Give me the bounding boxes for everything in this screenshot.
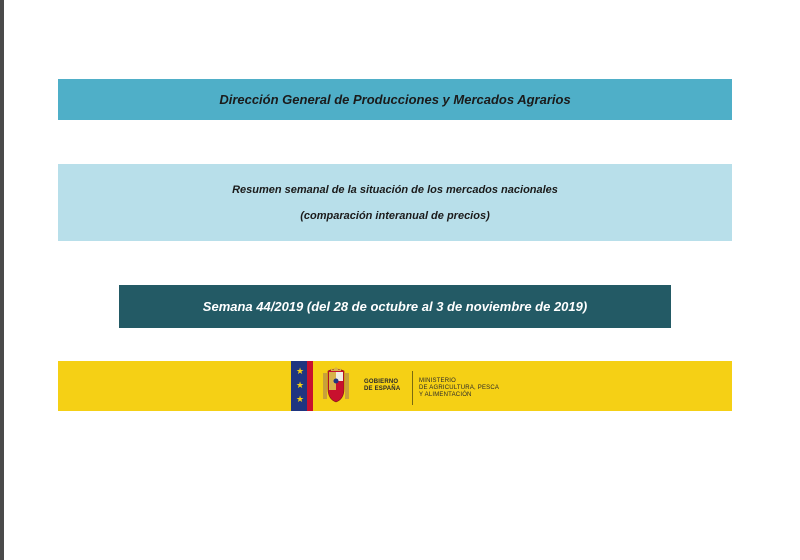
directorate-title: Dirección General de Producciones y Mercados Agrarios bbox=[219, 92, 571, 107]
summary-subtitle: (comparación interanual de precios) bbox=[300, 209, 490, 222]
summary-title: Resumen semanal de la situación de los mercados nacionales bbox=[232, 183, 558, 196]
directorate-banner bbox=[58, 79, 732, 120]
government-logo bbox=[291, 361, 506, 411]
ministry-name: MINISTERIO DE AGRICULTURA, PESCA Y ALIMENTACIÓN bbox=[419, 378, 500, 398]
week-banner bbox=[119, 285, 671, 328]
government-name: GOBIERNO DE ESPAÑA bbox=[364, 379, 401, 392]
week-label: Semana 44/2019 (del 28 de octubre al 3 de noviembre de 2019) bbox=[202, 299, 588, 314]
page-left-border bbox=[0, 0, 4, 560]
summary-banner bbox=[58, 164, 732, 241]
flag-icon: ★ ★ ★ bbox=[291, 361, 313, 411]
coat-of-arms-icon bbox=[321, 367, 351, 405]
logo-divider bbox=[412, 371, 413, 405]
